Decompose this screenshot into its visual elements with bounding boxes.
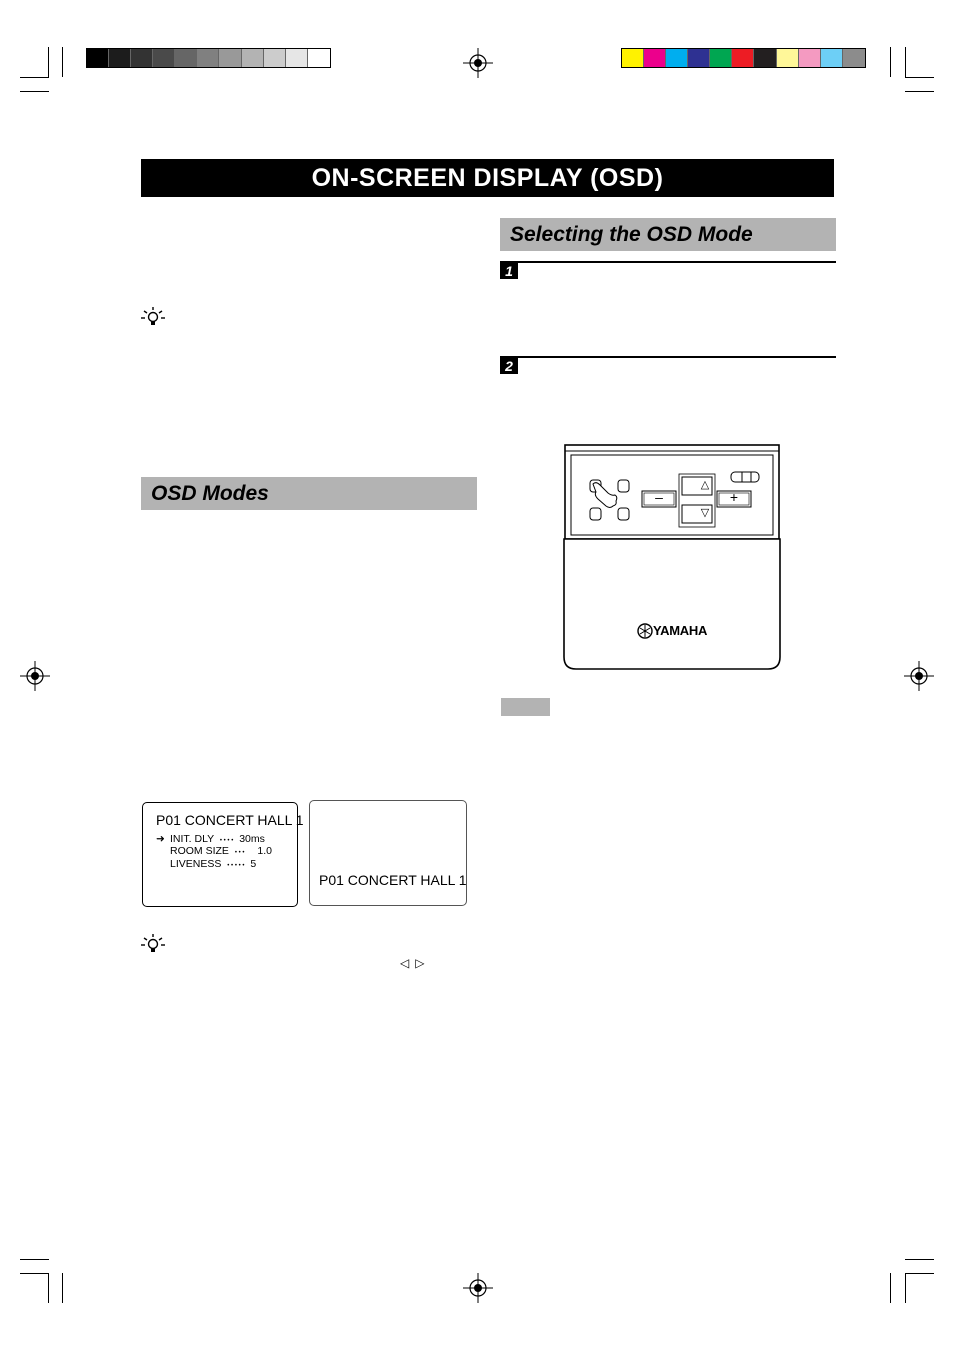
color-swatch xyxy=(131,49,153,67)
color-swatch xyxy=(754,49,776,67)
crop-mark xyxy=(905,77,934,78)
color-swatch xyxy=(710,49,732,67)
crosshair-target-icon xyxy=(463,48,493,78)
up-button-label: △ xyxy=(700,479,710,491)
crosshair-target-icon xyxy=(20,661,50,691)
osd-param-row: ROOM SIZE • • • 1.0 xyxy=(170,845,273,857)
crop-mark xyxy=(905,47,906,77)
crop-mark xyxy=(20,1273,49,1274)
step-number: 2 xyxy=(500,358,518,374)
grayscale-color-bar xyxy=(86,48,331,68)
left-right-arrow-keys xyxy=(400,956,430,970)
color-swatch xyxy=(219,49,241,67)
color-swatch xyxy=(197,49,219,67)
step-rule xyxy=(500,356,836,358)
step-number: 1 xyxy=(500,263,518,279)
color-swatch xyxy=(644,49,666,67)
section-heading-selecting-osd-mode: Selecting the OSD Mode xyxy=(500,218,836,251)
crop-mark xyxy=(20,1259,49,1260)
color-swatch xyxy=(622,49,644,67)
triangle-left-icon: ◁ xyxy=(400,956,416,970)
color-swatch xyxy=(109,49,131,67)
down-button-label: ▽ xyxy=(700,507,710,519)
crop-mark xyxy=(48,1273,49,1303)
color-swatch xyxy=(308,49,330,67)
process-color-bar xyxy=(621,48,866,68)
color-swatch xyxy=(799,49,821,67)
remote-control-illustration xyxy=(560,443,784,673)
page-title: ON-SCREEN DISPLAY (OSD) xyxy=(141,159,834,197)
osd-program-title: P01 CONCERT HALL 1 xyxy=(319,872,467,888)
crosshair-target-icon xyxy=(904,661,934,691)
osd-program-title: P01 CONCERT HALL 1 xyxy=(156,812,304,828)
color-swatch xyxy=(153,49,175,67)
crop-mark xyxy=(48,47,49,77)
crop-mark xyxy=(905,91,934,92)
crop-mark xyxy=(62,47,63,77)
color-swatch xyxy=(843,49,865,67)
crop-mark xyxy=(905,1273,906,1303)
color-swatch xyxy=(286,49,308,67)
osd-param-row: ➜ INIT. DLY • • • • 30ms xyxy=(156,833,265,845)
color-swatch xyxy=(242,49,264,67)
crosshair-target-icon xyxy=(463,1273,493,1303)
osd-param-row: LIVENESS • • • • • 5 xyxy=(170,858,257,870)
section-heading-osd-modes: OSD Modes xyxy=(141,477,477,510)
plus-button-label: + xyxy=(729,489,739,505)
color-swatch xyxy=(688,49,710,67)
crop-mark xyxy=(62,1273,63,1303)
light-bulb-icon xyxy=(141,307,165,327)
minus-button-label: – xyxy=(655,489,663,505)
step-rule xyxy=(500,261,836,263)
color-swatch xyxy=(87,49,109,67)
arrow-right-icon: ➜ xyxy=(156,833,165,845)
crop-mark xyxy=(20,77,49,78)
crop-mark xyxy=(890,1273,891,1303)
osd-short-display xyxy=(309,800,467,906)
yamaha-logo: YAMAHA xyxy=(653,623,708,638)
color-swatch xyxy=(666,49,688,67)
color-swatch xyxy=(821,49,843,67)
crop-mark xyxy=(890,47,891,77)
note-tab xyxy=(501,698,550,716)
crop-mark xyxy=(905,1259,934,1260)
osd-full-display xyxy=(142,802,304,907)
color-swatch xyxy=(732,49,754,67)
color-swatch xyxy=(264,49,286,67)
color-swatch xyxy=(777,49,799,67)
color-swatch xyxy=(175,49,197,67)
crop-mark xyxy=(905,1273,934,1274)
light-bulb-icon xyxy=(141,934,165,954)
triangle-right-icon: ▷ xyxy=(415,956,431,970)
crop-mark xyxy=(20,91,49,92)
